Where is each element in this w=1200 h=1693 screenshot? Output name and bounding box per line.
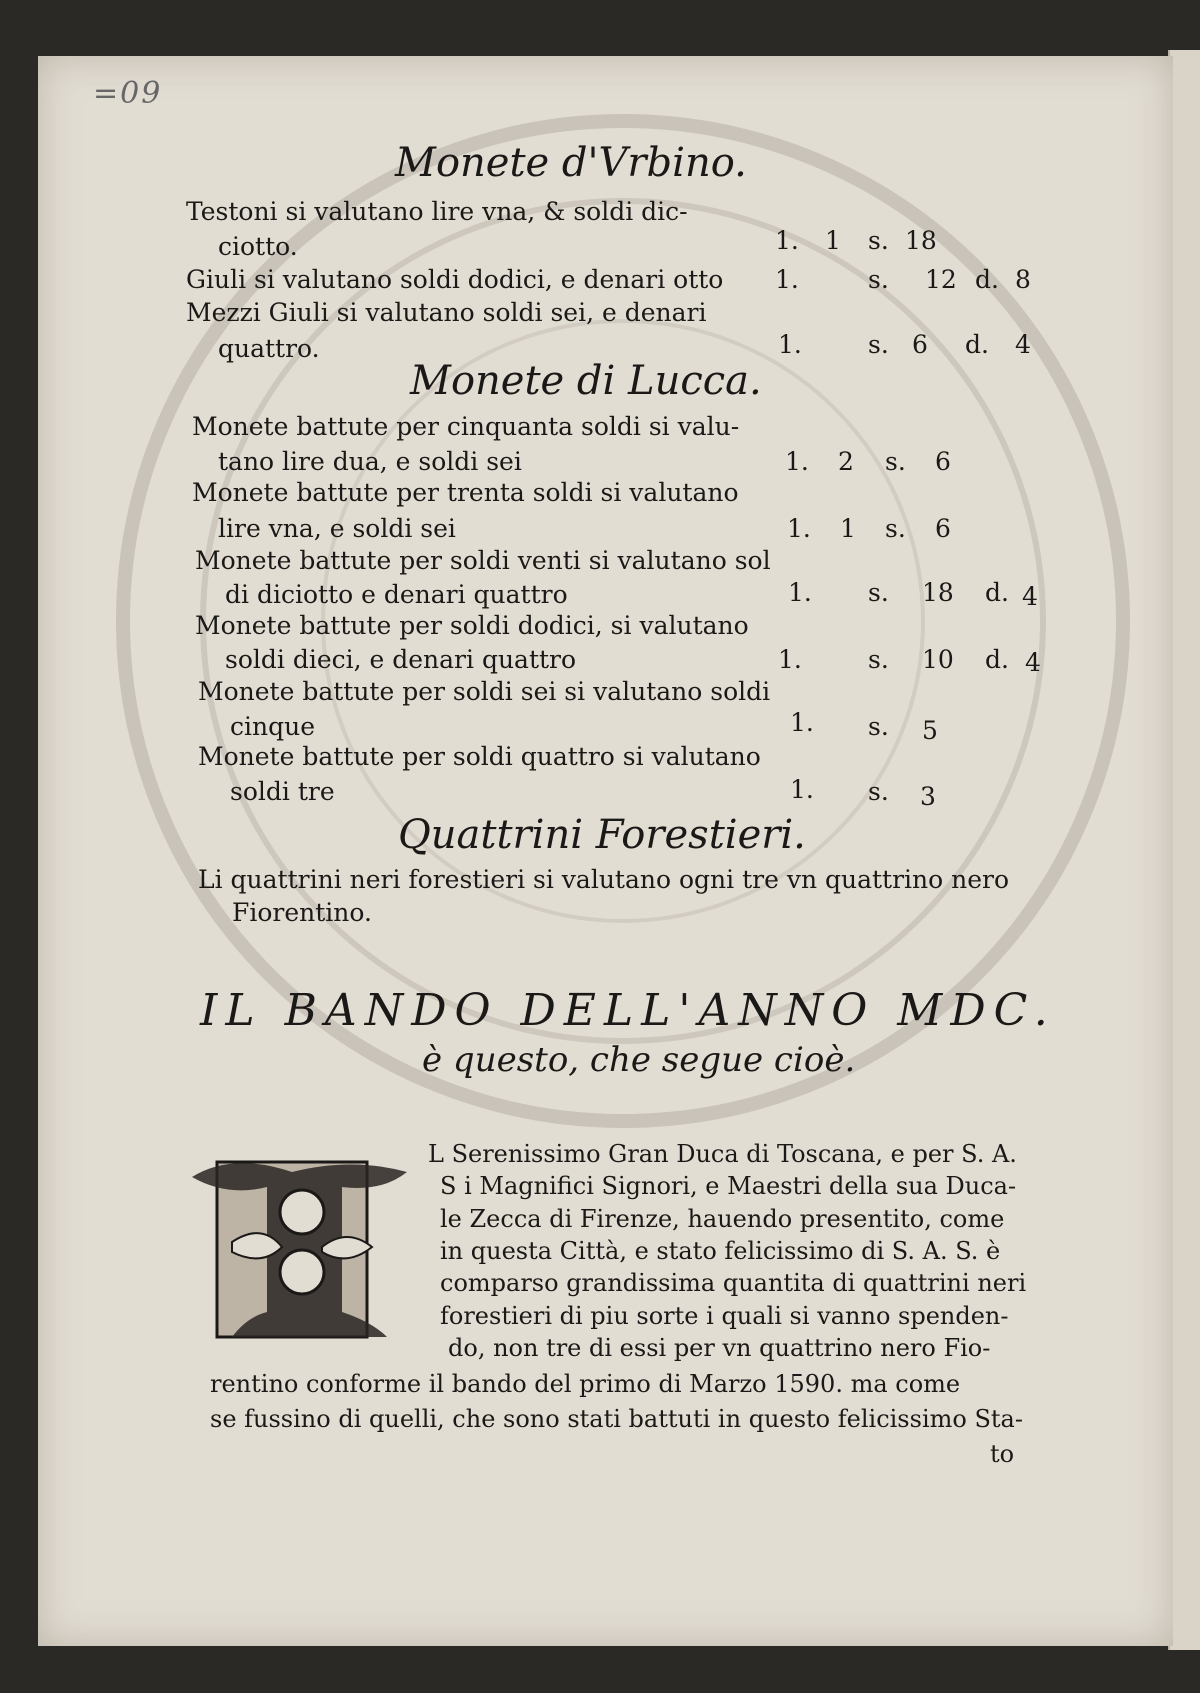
lucca-item-1-line1: Monete battute per cinquanta soldi si valu- [192, 412, 740, 441]
bando-line-6: forestieri di piu sorte i quali si vanno spenden- [440, 1302, 1009, 1330]
bando-subtitle: è questo, che segue cioè. [422, 1040, 856, 1080]
lucca-item-5-soldi-value: 5 [922, 716, 938, 745]
lucca-item-6-line1: Monete battute per soldi quattro si valutano [198, 742, 761, 771]
decorated-initial-I [172, 1152, 422, 1347]
lucca-item-3-line1: Monete battute per soldi venti si valutano sol [195, 546, 771, 575]
bando-line-5: comparso grandissima quantita di quattrini neri [440, 1269, 1027, 1297]
forestieri-line2: Fiorentino. [232, 898, 372, 927]
urbino-item-2-soldi-label: s. [868, 265, 889, 294]
urbino-item-1-lire-label: 1. [775, 226, 799, 255]
urbino-item-3-line2: quattro. [218, 334, 320, 363]
heading-lucca: Monete di Lucca. [410, 358, 762, 404]
urbino-item-3-denari-label: d. [965, 330, 989, 359]
bando-line-9: se fussino di quelli, che sono stati battuti in questo felicissimo Sta- [210, 1405, 1023, 1433]
urbino-item-2-soldi-value: 12 [925, 265, 957, 294]
lucca-item-6-line2: soldi tre [230, 777, 335, 806]
lucca-item-6-soldi-label: s. [868, 777, 889, 806]
lucca-item-3-soldi-label: s. [868, 578, 889, 607]
forestieri-line1: Li quattrini neri forestieri si valutano ogni tre vn quattrino nero [198, 865, 1010, 894]
lucca-item-4-denari-label: d. [985, 645, 1009, 674]
lucca-item-6-lire-label: 1. [790, 775, 814, 804]
urbino-item-2-denari-value: 8 [1015, 265, 1031, 294]
lucca-item-3-denari-label: d. [985, 578, 1009, 607]
catchword: to [990, 1440, 1015, 1468]
urbino-item-1-soldi-label: s. [868, 226, 889, 255]
lucca-item-6-soldi-value: 3 [920, 782, 936, 811]
lucca-item-4-lire-label: 1. [778, 645, 802, 674]
lucca-item-3-line2: di diciotto e denari quattro [225, 580, 568, 609]
lucca-item-3-soldi-value: 18 [922, 578, 954, 607]
lucca-item-4-line1: Monete battute per soldi dodici, si valutano [195, 611, 749, 640]
urbino-item-1-line1: Testoni si valutano lire vna, & soldi dic- [186, 197, 688, 226]
lucca-item-1-lire-value: 2 [838, 447, 854, 476]
lucca-item-1-line2: tano lire dua, e soldi sei [218, 447, 522, 476]
heading-forestieri: Quattrini Forestieri. [398, 812, 806, 858]
urbino-item-3-soldi-value: 6 [912, 330, 928, 359]
lucca-item-2-soldi-label: s. [885, 514, 906, 543]
urbino-item-2-line1: Giuli si valutano soldi dodici, e denari otto [186, 265, 724, 294]
bando-line-2: S i Magnifici Signori, e Maestri della sua Duca- [440, 1172, 1017, 1200]
lucca-item-2-line1: Monete battute per trenta soldi si valutano [192, 478, 739, 507]
urbino-item-1-line2: ciotto. [218, 232, 298, 261]
urbino-item-3-line1: Mezzi Giuli si valutano soldi sei, e denari [186, 298, 707, 327]
urbino-item-3-soldi-label: s. [868, 330, 889, 359]
urbino-item-3-denari-value: 4 [1015, 330, 1031, 359]
bando-line-7: do, non tre di essi per vn quattrino nero Fio- [448, 1334, 991, 1362]
lucca-item-5-lire-label: 1. [790, 708, 814, 737]
lucca-item-5-line1: Monete battute per soldi sei si valutano soldi [198, 677, 771, 706]
bando-line-8: rentino conforme il bando del primo di Marzo 1590. ma come [210, 1370, 961, 1398]
lucca-item-2-lire-label: 1. [787, 514, 811, 543]
bando-line-4: in questa Città, e stato felicissimo di S. A. S. è [440, 1237, 1001, 1265]
heading-urbino: Monete d'Vrbino. [395, 140, 747, 186]
urbino-item-1-lire-value: 1 [825, 226, 841, 255]
urbino-item-2-denari-label: d. [975, 265, 999, 294]
bando-line-3: le Zecca di Firenze, hauendo presentito, come [440, 1205, 1005, 1233]
lucca-item-4-soldi-value: 10 [922, 645, 954, 674]
lucca-item-1-soldi-label: s. [885, 447, 906, 476]
bando-title: IL BANDO DELL'ANNO MDC. [200, 985, 1056, 1036]
lucca-item-3-denari-value: 4 [1022, 582, 1038, 611]
lucca-item-1-soldi-value: 6 [935, 447, 951, 476]
urbino-item-1-soldi-value: 18 [905, 226, 937, 255]
page-number-mark: =09 [93, 76, 163, 111]
lucca-item-5-line2: cinque [230, 712, 315, 741]
lucca-item-4-soldi-label: s. [868, 645, 889, 674]
lucca-item-5-soldi-label: s. [868, 712, 889, 741]
urbino-item-2-lire-label: 1. [775, 265, 799, 294]
urbino-item-3-lire-label: 1. [778, 330, 802, 359]
lucca-item-2-line2: lire vna, e soldi sei [218, 514, 456, 543]
lucca-item-2-soldi-value: 6 [935, 514, 951, 543]
lucca-item-3-lire-label: 1. [788, 578, 812, 607]
lucca-item-4-line2: soldi dieci, e denari quattro [225, 645, 577, 674]
lucca-item-4-denari-value: 4 [1025, 648, 1041, 677]
lucca-item-2-lire-value: 1 [840, 514, 856, 543]
lucca-item-1-lire-label: 1. [785, 447, 809, 476]
bando-line-1: L Serenissimo Gran Duca di Toscana, e per S. A. [428, 1140, 1017, 1168]
